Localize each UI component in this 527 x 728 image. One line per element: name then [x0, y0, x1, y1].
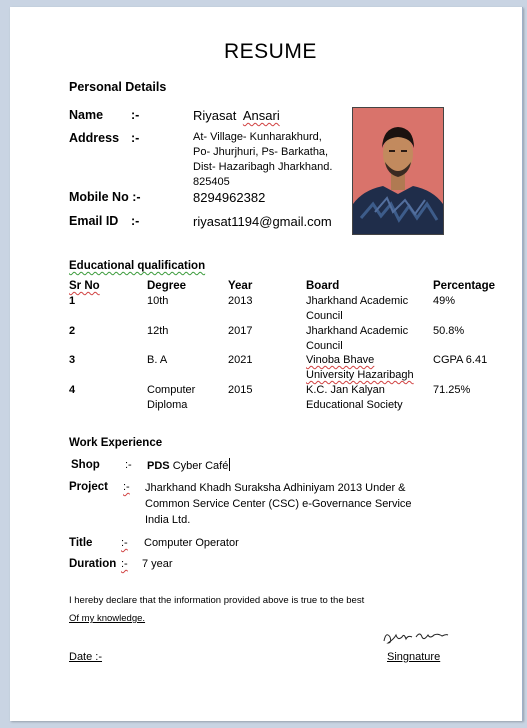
- row-3-degree: B. A: [147, 354, 168, 366]
- title-separator: :-: [121, 537, 128, 549]
- address-line: At- Village- Kunharakhurd,: [193, 131, 322, 143]
- row-1-board: [306, 294, 408, 324]
- address-line: Po- Jhurjhuri, Ps- Barkatha,: [193, 146, 329, 158]
- email-label: Email ID: [69, 214, 119, 228]
- row-2-sr: 2: [69, 325, 76, 337]
- mobile-label: Mobile No :-: [69, 190, 141, 204]
- col-header-sr: Sr No: [69, 280, 100, 292]
- project-description: [145, 480, 412, 528]
- board-line: Jharkhand Academic: [306, 295, 409, 307]
- personal-details-heading: Personal Details: [69, 80, 167, 94]
- project-line: Common Service Center (CSC) e-Governance Service: [145, 498, 412, 510]
- board-line: Educational Society: [306, 399, 403, 411]
- mobile-value: 8294962382: [193, 190, 266, 205]
- row-2-degree: 12th: [147, 325, 169, 337]
- row-4-sr: 4: [69, 384, 76, 396]
- row-4-percentage: 71.25%: [433, 384, 471, 396]
- degree-line: Computer: [147, 384, 196, 396]
- signature-label: Singnature: [387, 651, 441, 663]
- degree-line: Diploma: [147, 399, 188, 411]
- work-experience-heading: Work Experience: [69, 437, 163, 449]
- name-separator: :-: [131, 108, 140, 122]
- row-4-year: 2015: [228, 384, 253, 396]
- text-cursor: [229, 458, 230, 471]
- email-value: riyasat1194@gmail.com: [193, 214, 332, 229]
- shop-bold: PDS: [147, 460, 170, 472]
- row-1-year: 2013: [228, 295, 253, 307]
- address-line: 825405: [193, 176, 230, 188]
- resume-title: RESUME: [224, 40, 317, 63]
- row-3-year: 2021: [228, 354, 253, 366]
- board-line: Council: [306, 340, 343, 352]
- row-1-percentage: 49%: [433, 295, 456, 307]
- address-separator: :-: [131, 131, 140, 145]
- row-3-board: [306, 353, 414, 383]
- row-1-sr: 1: [69, 295, 76, 307]
- education-heading: Educational qualification: [69, 260, 206, 272]
- declaration-line-1: I hereby declare that the information provided above is true to the best: [69, 595, 365, 606]
- person-photo-icon: [353, 108, 443, 234]
- row-3-percentage: CGPA 6.41: [433, 354, 488, 366]
- row-3-sr: 3: [69, 354, 76, 366]
- declaration-line-2: Of my knowledge.: [69, 613, 146, 624]
- col-header-board: Board: [306, 280, 340, 292]
- address-label: Address: [69, 131, 120, 145]
- board-line: Council: [306, 310, 343, 322]
- board-line: University Hazaribagh: [306, 369, 414, 381]
- shop-name: Cyber Café: [172, 460, 229, 472]
- duration-value: 7 year: [142, 558, 173, 570]
- profile-photo: [352, 107, 444, 235]
- title-label: Title: [69, 537, 93, 549]
- row-4-degree: [147, 383, 195, 413]
- board-line: K.C. Jan Kalyan: [306, 384, 385, 396]
- duration-label: Duration: [69, 558, 117, 570]
- name-value: [193, 108, 280, 123]
- shop-value: [147, 458, 230, 474]
- address-block: [193, 130, 332, 190]
- board-line: Vinoba Bhave: [306, 354, 375, 366]
- first-name: Riyasat: [193, 108, 237, 123]
- row-2-percentage: 50.8%: [433, 325, 465, 337]
- row-2-year: 2017: [228, 325, 253, 337]
- name-label: Name: [69, 108, 104, 122]
- date-label: Date :-: [69, 651, 103, 663]
- resume-page: [10, 7, 523, 721]
- email-separator: :-: [131, 214, 140, 228]
- board-line: Jharkhand Academic: [306, 325, 409, 337]
- row-4-board: [306, 383, 403, 413]
- row-2-board: [306, 324, 408, 354]
- project-line: Jharkhand Khadh Suraksha Adhiniyam 2013 Under &: [145, 482, 406, 494]
- project-separator: :-: [123, 481, 130, 493]
- shop-separator: :-: [125, 459, 132, 471]
- col-header-degree: Degree: [147, 280, 186, 292]
- handwritten-signature-icon: [380, 627, 450, 649]
- address-line: Dist- Hazaribagh Jharkhand.: [193, 161, 333, 173]
- duration-separator: :-: [121, 558, 128, 570]
- row-1-degree: 10th: [147, 295, 169, 307]
- col-header-year: Year: [228, 280, 253, 292]
- title-value: Computer Operator: [144, 537, 239, 549]
- shop-label: Shop: [71, 459, 100, 471]
- project-line: India Ltd.: [145, 514, 191, 526]
- last-name: Ansari: [242, 108, 280, 123]
- project-label: Project: [69, 481, 108, 493]
- col-header-percentage: Percentage: [433, 280, 496, 292]
